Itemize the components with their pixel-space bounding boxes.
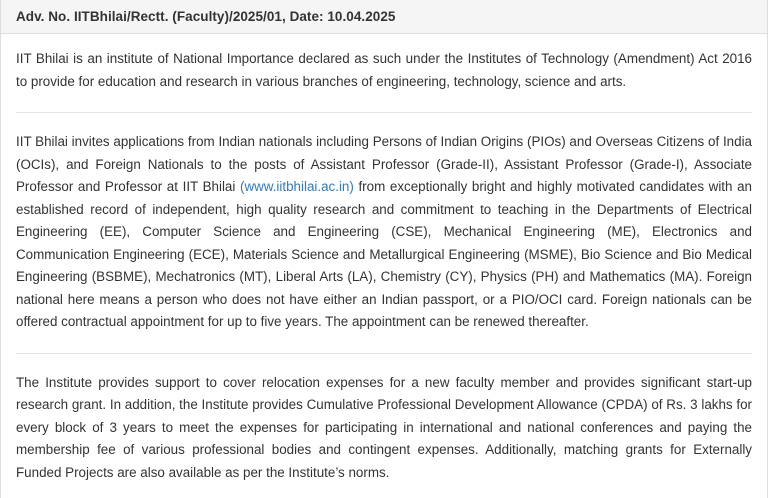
advertisement-title: Adv. No. IITBhilai/Rectt. (Faculty)/2025/01, Date: 10.04.2025: [16, 9, 396, 24]
intro-paragraph: IIT Bhilai is an institute of National Importance declared as such under the Institutes of Technology (Amendment) Act 2016 to provide for education and research in various branches of engineering, technology, science and arts.: [16, 51, 752, 89]
invitation-paragraph: [16, 131, 752, 334]
divider: [16, 353, 752, 354]
invitation-text-end: from exceptionally bright and highly motivated candidates with an established record of independent, high quality research and commitment to teaching in the Departments of Electrical Engineering (EE), Computer Science and Engineering (CSE), Mechanical Engineering (ME), Electronics and Communication Engineering (ECE), Materials Science and Metallurgical Engineering (MSME), Bio Science and Bio Medical Engineering (BSBME), Mechatronics (MT), Liberal Arts (LA), Chemistry (CY), Physics (PH) and Mathematics (MA). Foreign national here means a person who does not have either an Indian passport, or a PIO/OCI card. Foreign nationals can be offered contractual appointment for up to five years. The appointment can be renewed thereafter.: [16, 179, 752, 329]
support-paragraph: The Institute provides support to cover relocation expenses for a new faculty member and provides significant start-up research grant. In addition, the Institute provides Cumulative Professional Development Allowance (CPDA) of Rs. 3 lakhs for every block of 3 years to meet the expenses for participating in international and national conferences and paying the membership fee of various professional bodies and contingent expenses. Additionally, matching grants for Externally Funded Projects are also available as per the Institute’s norms.: [16, 374, 752, 480]
invitation-text-start: IIT Bhilai invites applications from Indian nationals including Persons of Indian Origins (PIOs) and Overseas Citizens of India (OCIs), and Foreign Nationals to the posts of Assistant Professor (Grade-II), Assistant Professor (Grade-I), Associate Professor and Professor at IIT Bhilai: [16, 134, 752, 194]
divider: [16, 112, 752, 113]
website-link[interactable]: (www.iitbhilai.ac.in): [239, 179, 354, 194]
panel-body: [1, 34, 767, 484]
panel-header: [1, 0, 767, 34]
